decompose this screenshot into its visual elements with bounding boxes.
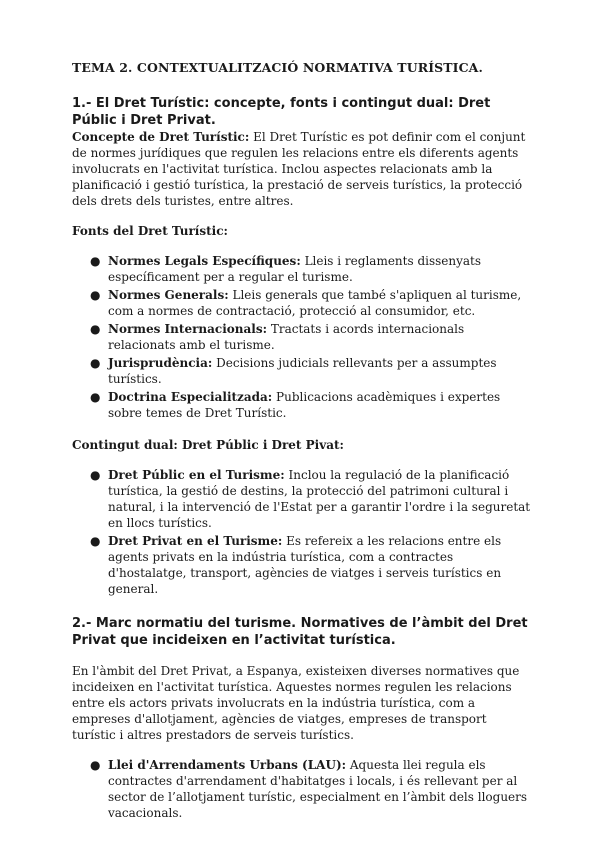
list-item: ● Dret Públic en el Turisme: Inclou la regulació de la planificació turística, la gestió de destins, la protecció del patrimoni cultural i natural, i la intervenció de l'Estat per a garantir l'ordre i la seguretat en llocs turístics. — [90, 468, 531, 530]
bullet-icon: ● — [90, 288, 101, 302]
list-item: ● Doctrina Especialitzada: Publicacions acadèmiques i expertes sobre temes de Dret Turístic. — [90, 390, 501, 420]
bullet-icon: ● — [90, 534, 101, 548]
dual-content-heading: Contingut dual: Dret Públic i Dret Pivat: — [72, 438, 344, 452]
concept-text: El Dret Turístic es pot definir com el conjunt de normes jurídiques que regulen les relacions entre els diferents agents involucrats en l'activitat turística. Inclou aspectes relacionats amb la planificació i gestió turística, la prestació de serveis turístics, la protecció dels drets dels turistes, entre altres. — [72, 130, 526, 208]
section-1-heading: 1.- El Dret Turístic: concepte, fonts i contingut dual: Dret Públic i Dret Privat. — [72, 96, 491, 128]
list-item: ● Normes Legals Específiques: Lleis i reglaments dissenyats específicament per a regular el turisme. — [90, 254, 482, 284]
bullet-icon: ● — [90, 758, 101, 772]
bullet-icon: ● — [90, 322, 101, 336]
bullet-icon: ● — [90, 390, 101, 404]
sources-heading: Fonts del Dret Turístic: — [72, 224, 228, 238]
sources-list — [72, 253, 532, 421]
concept-label: Concepte de Dret Turístic: — [72, 130, 250, 144]
list-item: ● Dret Privat en el Turisme: Es refereix a les relacions entre els agents privats en la indústria turística, com a contractes d'hostalatge, transport, agències de viatges i serveis turístics en general. — [90, 534, 502, 596]
concept-paragraph — [72, 129, 532, 209]
section-2-intro: En l'àmbit del Dret Privat, a Espanya, existeixen diverses normatives que incideixen en l'activitat turística. Aquestes normes regulen les relacions entre els actors privats involucrats en la indústria turística, com a empreses d'allotjament, agències de viatges, empreses de transport turístic i altres prestadors de serveis turístics. — [72, 664, 520, 742]
bullet-icon: ● — [90, 468, 101, 482]
list-item: ● Normes Internacionals: Tractats i acords internacionals relacionats amb el turisme. — [90, 322, 465, 352]
private-law-list — [72, 757, 532, 821]
list-item: ● Normes Generals: Lleis generals que també s'apliquen al turisme, com a normes de contractació, protecció al consumidor, etc. — [90, 288, 522, 318]
bullet-icon: ● — [90, 254, 101, 268]
bullet-icon: ● — [90, 356, 101, 370]
list-item: ● Jurisprudència: Decisions judicials rellevants per a assumptes turístics. — [90, 356, 497, 386]
dual-content-list — [72, 467, 532, 597]
document-title: TEMA 2. CONTEXTUALITZACIÓ NORMATIVA TURÍSTICA. — [72, 60, 483, 75]
document-page — [72, 60, 532, 823]
list-item: ● Llei d'Arrendaments Urbans (LAU): Aquesta llei regula els contractes d'arrendament d'habitatges i locals, i és rellevant per al sector de l’allotjament turístic, especialment en l’àmbit dels lloguers vacacionals. — [90, 758, 528, 820]
section-2-heading: 2.- Marc normatiu del turisme. Normatives de l’àmbit del Dret Privat que incideixen en l’activitat turística. — [72, 616, 528, 648]
